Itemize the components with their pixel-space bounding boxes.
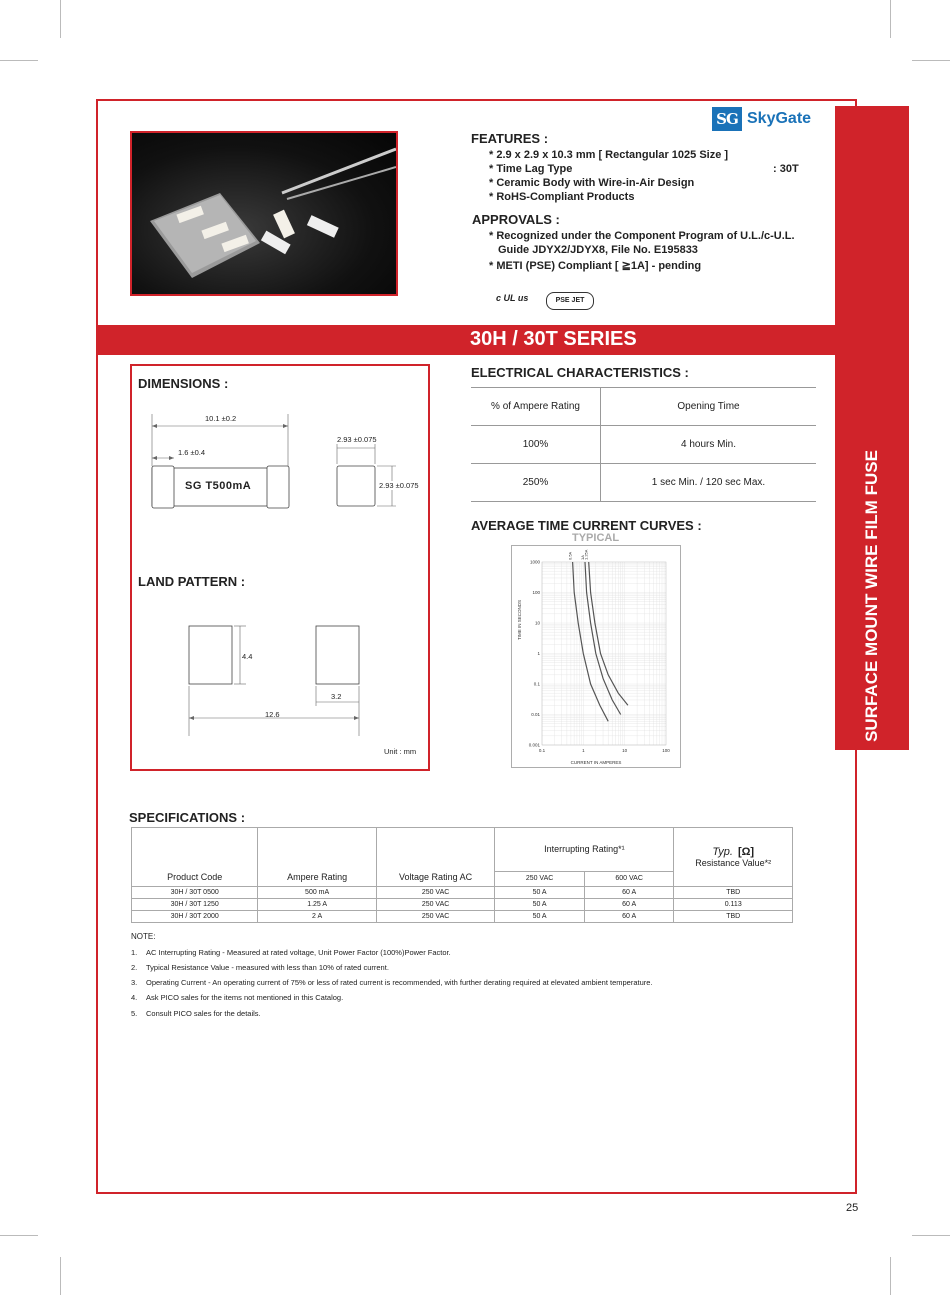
feature-item: * Ceramic Body with Wire-in-Air Design	[489, 177, 695, 189]
series-banner	[97, 325, 835, 355]
dim-length: 10.1 ±0.2	[205, 414, 237, 423]
product-photo	[130, 131, 398, 296]
crop-mark	[60, 1257, 61, 1295]
dim-height: 2.93 ±0.075	[379, 481, 419, 490]
col-interrupting-rating: Interrupting Rating*¹	[495, 828, 674, 872]
y-tick-label: 1	[537, 651, 540, 656]
table-cell: 50 A	[495, 899, 585, 911]
pad-span: 12.6	[265, 710, 280, 719]
res-typ: Typ.	[712, 846, 733, 858]
col-ampere-rating: Ampere Rating	[258, 828, 376, 887]
approvals-heading: APPROVALS :	[472, 212, 560, 227]
table-row	[132, 828, 793, 872]
table-cell: 2 A	[258, 911, 376, 923]
features-heading: FEATURES :	[471, 131, 549, 146]
table-cell: 250 VAC	[376, 899, 494, 911]
crop-mark	[0, 60, 38, 61]
table-cell: 60 A	[584, 887, 674, 899]
table-cell: 30H / 30T 2000	[132, 911, 258, 923]
res-unit: [Ω]	[737, 846, 755, 858]
table-cell: 30H / 30T 1250	[132, 899, 258, 911]
feature-item: * RoHS-Compliant Products	[489, 191, 635, 203]
dim-cap: 1.6 ±0.4	[178, 448, 206, 457]
time-current-chart	[511, 545, 681, 768]
product-photo-art	[132, 133, 396, 294]
table-cell: 50 A	[495, 911, 585, 923]
x-tick-label: 100	[662, 748, 670, 753]
col-voltage-rating: Voltage Rating AC	[376, 828, 494, 887]
note-number: 3.	[131, 978, 138, 987]
x-tick-label: 10	[622, 748, 628, 753]
table-cell: TBD	[674, 887, 793, 899]
col-600vac: 600 VAC	[584, 871, 674, 886]
table-row	[471, 426, 816, 464]
feature-item: * 2.9 x 2.9 x 10.3 mm [ Rectangular 1025 Size ]	[489, 149, 729, 161]
curves-heading: AVERAGE TIME CURRENT CURVES :	[471, 518, 702, 533]
table-header: % of Ampere Rating	[471, 388, 601, 426]
table-cell: 0.113	[674, 899, 793, 911]
col-250vac: 250 VAC	[495, 871, 585, 886]
x-axis-label: CURRENT IN AMPERES	[570, 760, 622, 765]
notes-heading: NOTE:	[131, 932, 156, 941]
time-lag-value: : 30T	[773, 163, 799, 175]
table-cell: TBD	[674, 911, 793, 923]
electrical-heading: ELECTRICAL CHARACTERISTICS :	[471, 365, 689, 380]
crop-mark	[912, 1235, 950, 1236]
table-row	[132, 911, 793, 923]
body-marking: SG T500mA	[185, 480, 252, 492]
crop-mark	[0, 1235, 38, 1236]
note-text: AC Interrupting Rating - Measured at rated voltage, Unit Power Factor (100%)Power Factor.	[146, 948, 451, 957]
page-number: 25	[846, 1202, 859, 1214]
table-cell: 50 A	[495, 887, 585, 899]
series-label: 1.25A	[583, 549, 589, 560]
curves-subheading: TYPICAL	[572, 532, 620, 544]
feature-item: * Time Lag Type	[489, 163, 573, 175]
table-cell: 60 A	[584, 899, 674, 911]
table-cell: 1 sec Min. / 120 sec Max.	[601, 464, 817, 502]
logo-name: SkyGate	[747, 110, 812, 127]
x-tick-label: 0.1	[538, 748, 546, 753]
table-cell: 250%	[471, 464, 601, 502]
note-number: 1.	[131, 948, 138, 957]
table-row	[471, 388, 816, 426]
crop-mark	[890, 1257, 891, 1295]
dimension-drawing	[132, 366, 428, 769]
table-cell: 250 VAC	[376, 887, 494, 899]
crop-mark	[890, 0, 891, 38]
note-number: 5.	[131, 1009, 138, 1018]
specifications-heading: SPECIFICATIONS :	[129, 810, 246, 825]
pad-width: 3.2	[331, 692, 342, 701]
specifications-table	[131, 827, 793, 923]
note-text: Operating Current - An operating current of 75% or less of rated current is recommended, with further derating required at elevated ambient temperature.	[146, 978, 653, 987]
table-row	[132, 899, 793, 911]
table-cell: 100%	[471, 426, 601, 464]
x-tick-label: 1	[582, 748, 585, 753]
note-text: Consult PICO sales for the details.	[146, 1009, 261, 1018]
crop-mark	[912, 60, 950, 61]
y-tick-label: 0.001	[528, 742, 540, 748]
ul-mark: c UL us	[496, 293, 529, 303]
note-text: Typical Resistance Value - measured with less than 10% of rated current.	[146, 963, 389, 972]
dimensions-box	[130, 364, 430, 771]
approval-line: * METI (PSE) Compliant [ ≧1A] - pending	[489, 260, 702, 272]
table-cell: 60 A	[584, 911, 674, 923]
table-cell: 4 hours Min.	[601, 426, 817, 464]
table-row	[471, 464, 816, 502]
pad-height: 4.4	[242, 652, 253, 661]
approval-line: * Recognized under the Component Program of U.L./c-U.L.	[489, 230, 795, 242]
y-tick-label: 0.01	[531, 712, 540, 717]
table-cell: 30H / 30T 0500	[132, 887, 258, 899]
table-row	[132, 887, 793, 899]
dim-width: 2.93 ±0.075	[337, 435, 377, 444]
table-header: Opening Time	[601, 388, 817, 426]
approval-line: Guide JDYX2/JDYX8, File No. E195833	[498, 244, 698, 256]
y-axis-label: TIME IN SECONDS	[517, 599, 522, 641]
electrical-table	[471, 387, 816, 502]
side-title: SURFACE MOUNT WIRE FILM FUSE	[862, 450, 881, 742]
res-label: Resistance Value*²	[695, 858, 772, 868]
col-resistance	[674, 828, 793, 887]
note-number: 4.	[131, 993, 138, 1002]
y-tick-label: 10	[534, 620, 540, 626]
y-tick-label: 1000	[529, 559, 540, 565]
crop-mark	[60, 0, 61, 38]
col-product-code: Product Code	[132, 828, 258, 887]
table-cell: 500 mA	[258, 887, 376, 899]
land-pattern-heading: LAND PATTERN :	[138, 574, 246, 589]
series-label: 0.5A	[567, 551, 573, 560]
table-cell: 250 VAC	[376, 911, 494, 923]
table-cell: 1.25 A	[258, 899, 376, 911]
dimensions-heading: DIMENSIONS :	[138, 376, 229, 391]
skygate-logo	[712, 107, 811, 131]
y-tick-label: 100	[532, 590, 540, 595]
y-tick-label: 0.1	[533, 681, 540, 687]
unit-label: Unit : mm	[384, 747, 417, 756]
note-number: 2.	[131, 963, 138, 972]
series-title: 30H / 30T SERIES	[470, 328, 637, 350]
logo-mark: SG	[712, 107, 742, 131]
pse-mark: PSE JET	[546, 292, 594, 310]
note-text: Ask PICO sales for the items not mentioned in this Catalog.	[146, 993, 344, 1002]
series-label: 1A	[580, 555, 586, 560]
